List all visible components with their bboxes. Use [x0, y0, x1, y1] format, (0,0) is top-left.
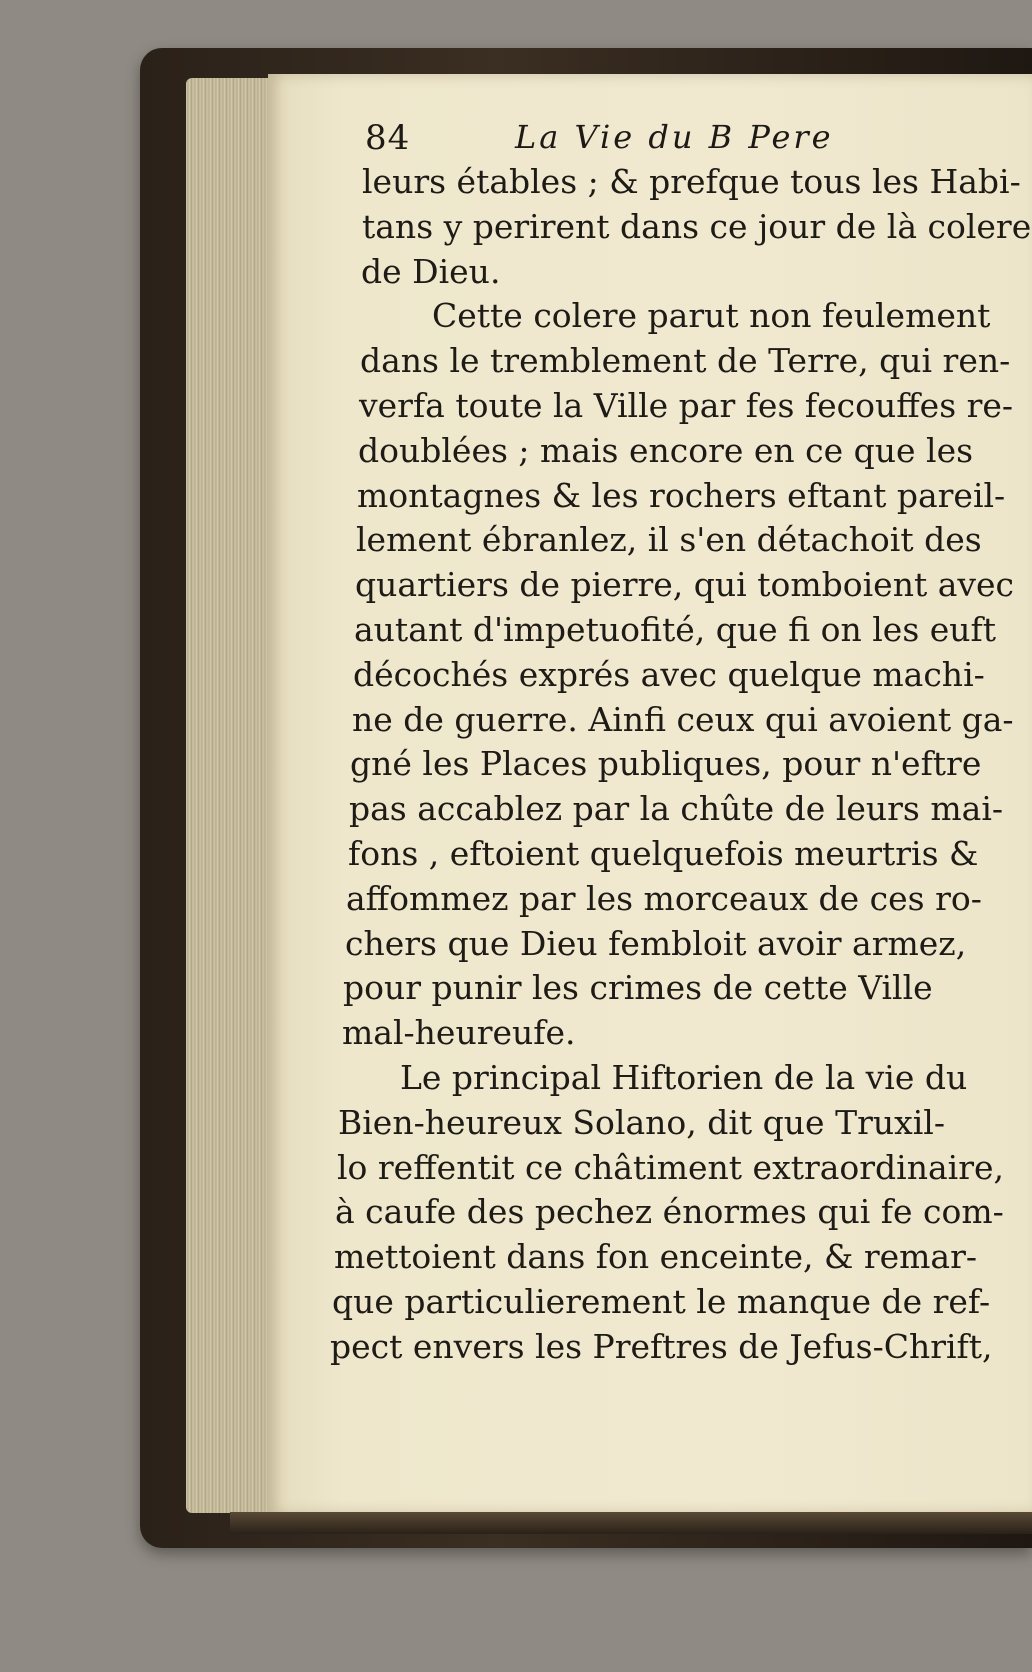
text-line: leurs étables ; & prefque tous les Habi-: [362, 162, 1021, 201]
text-line: verfa toute la Ville par fes fecouffes re-: [359, 385, 1014, 425]
text-line: Le principal Hiftorien de la vie du: [400, 1057, 968, 1097]
text-line: lo reffentit ce châtiment extraordinaire,: [337, 1147, 1005, 1187]
text-line: de Dieu.: [361, 251, 501, 291]
text-line: pour punir les crimes de cette Ville: [343, 968, 933, 1008]
book-bottom-edge: [230, 1512, 1032, 1534]
text-line: décochés exprés avec quelque machi-: [353, 654, 985, 694]
text-line: autant d'impetuofité, que fi on les euft: [354, 609, 997, 649]
text-line: Bien-heureux Solano, dit que Truxil-: [338, 1102, 945, 1142]
text-line: mettoient dans fon enceinte, & remar-: [334, 1237, 978, 1277]
text-line: tans y perirent dans ce jour de là colere: [362, 206, 1032, 246]
text-line: chers que Dieu fembloit avoir armez,: [345, 923, 967, 963]
text-line: fons , eftoient quelquefois meurtris &: [348, 833, 979, 873]
running-title: La Vie du B Pere: [515, 118, 834, 156]
page-edges: [186, 78, 278, 1513]
text-line: à caufe des pechez énormes qui fe com-: [335, 1192, 1004, 1232]
text-line: que particulierement le manque de ref-: [332, 1281, 991, 1321]
text-line: pas accablez par la chûte de leurs mai-: [349, 789, 1004, 829]
text-line: Cette colere parut non feulement: [432, 296, 991, 336]
text-line: mal-heureufe.: [342, 1013, 576, 1053]
text-line: lement ébranlez, il s'en détachoit des: [356, 520, 982, 560]
text-line: quartiers de pierre, qui tomboient avec: [355, 565, 1015, 605]
text-line: montagnes & les rochers eftant pareil-: [357, 475, 1006, 515]
body-text: [330, 160, 1032, 1370]
text-line: dans le tremblement de Terre, qui ren-: [360, 341, 1011, 381]
text-line: ne de guerre. Ainfi ceux qui avoient ga-: [352, 699, 1014, 739]
text-line: doublées ; mais encore en ce que les: [358, 430, 974, 470]
text-line: pect envers les Preftres de Jefus-Chrift,: [330, 1326, 993, 1366]
page-number: 84: [365, 118, 411, 158]
text-line: affommez par les morceaux de ces ro-: [346, 878, 982, 918]
text-line: gné les Places publiques, pour n'eftre: [350, 744, 982, 784]
